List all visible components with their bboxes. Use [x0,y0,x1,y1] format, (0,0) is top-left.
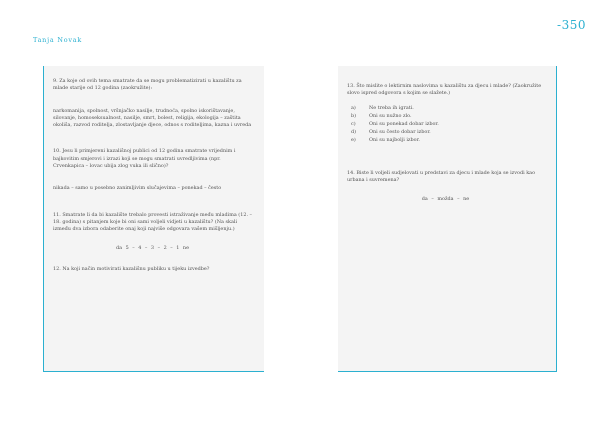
option-letter: b) [351,112,357,119]
page-number: -350 [557,18,586,32]
option-text: Oni su ponekad dobar izbor. [369,120,439,127]
option-letter: a) [351,104,356,111]
question-10-answer-options: nikada – samo u posebno zanimljivim slučajevima – ponekad – često [53,185,222,192]
option-text: Ne treba ih igrati. [369,104,414,111]
question-11: 11. Smatrate li da bi kazalište trebalo provesti istraživanje među mladima (12. – 18. godina) s pitanjem koje bi oni sami voljeli vidjeti u kazalištu? (Na skali između dva izbora odaberite onaj koji najviše odgovara vašem mišljenju.) [53,211,252,233]
question-11-scale: da 5 – 4 – 3 – 2 – 1 ne [116,244,189,251]
option-letter: d) [351,128,357,135]
option-letter: e) [351,136,356,143]
option-item [349,137,544,144]
option-item [349,121,544,128]
option-item [349,129,544,136]
option-text: Oni su često dobar izbor. [369,128,431,135]
question-10: 10. Jesu li primjereni kazališnoj publici od 12 godina smatrate vrijednim i bajkovitim smjerovi i izrazi koji se mogu smatrati uvredljivima (npr. Crvenkapica – lovac ubija zlog vuka ili slično)? [53,148,236,170]
question-13: 13. Što mislite o lektirnim naslovima u kazalištu za djecu i mlade? (Zaokružite slovo ispred odgovora s kojim se slažete.) [347,83,542,97]
right-questionnaire-panel [338,66,557,372]
question-9: 9. Za koje od ovih tema smatrate da se mogu problematizirati u kazalištu za mlade starije od 12 godina (zaokružite): [53,78,242,92]
option-text: Oni su nužno zlo. [369,112,412,119]
question-9-answer-options: narkomanija, spolnost, vršnjačko nasilje, trudnoća, spolno iskorištavanje, silovanje, homoseksualnost, nasilje, smrt, bolest, religija, ekologija – zaštita okoliša, razvod roditelja, zlostavljanje djece, odnos s roditeljima, kazna i uvreda [53,107,252,129]
running-head: Tanja Novak [33,36,83,44]
option-text: Oni su najbolji izbor. [369,136,420,143]
option-item [349,105,544,112]
question-14: 14. Biste li voljeli sudjelovati u predstavi za djecu i mlade koja se izvodi kao urbana i suvremena? [347,170,536,184]
left-questionnaire-panel [43,66,264,372]
question-14-scale: da – možda – ne [421,195,470,202]
option-letter: c) [351,120,356,127]
option-item [349,113,544,120]
question-13-options [349,105,544,145]
question-12: 12. Na koji način motivirati kazališnu publiku u tijeku izvedbe? [53,265,210,272]
